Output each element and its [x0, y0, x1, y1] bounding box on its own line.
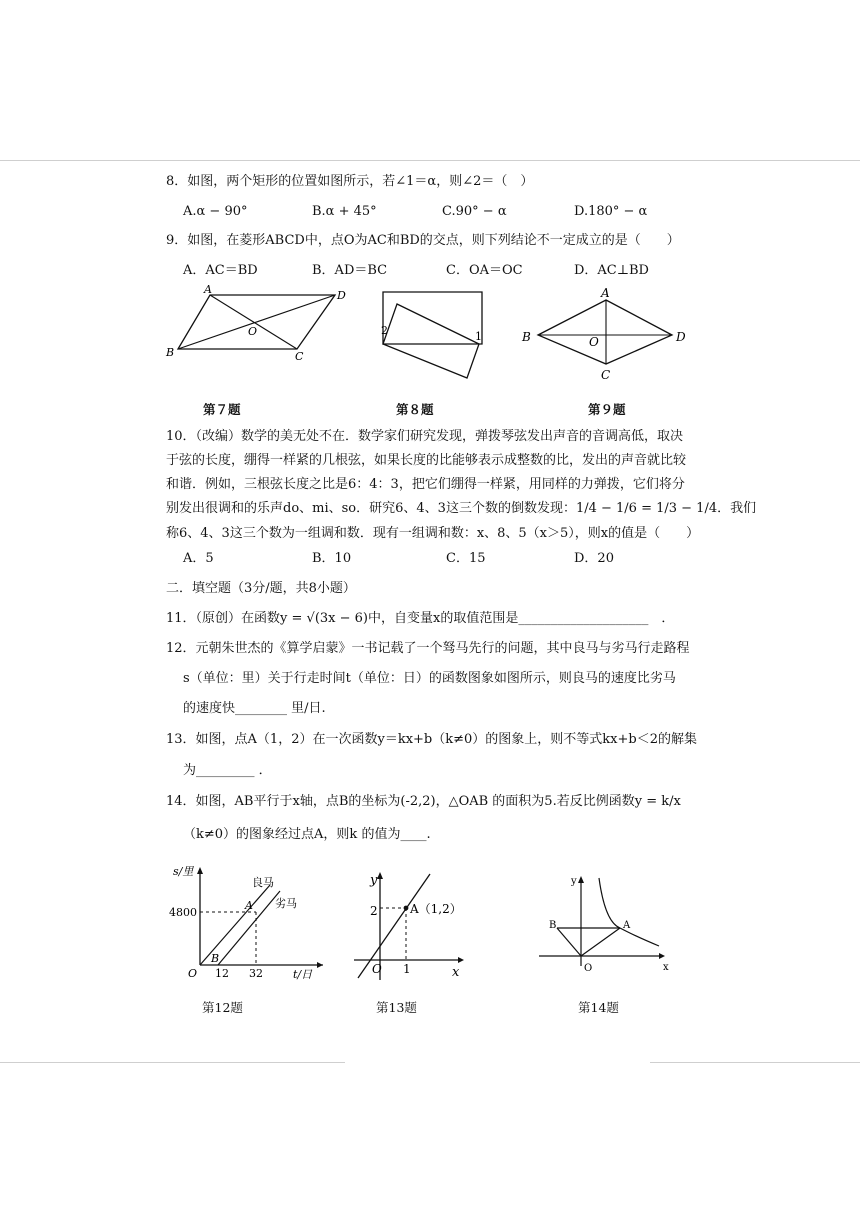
- tick-32: 32: [249, 967, 263, 980]
- label-a: A: [204, 283, 212, 296]
- q10-line-4: 别发出很调和的乐声do、mi、so．研究6、4、3这三个数的倒数发现：1/4 − 1/6 = 1/3 − 1/4．我们: [166, 501, 757, 516]
- label-o: O: [248, 325, 258, 338]
- figure-7-parallelogram: [160, 283, 360, 368]
- figure-9-caption: 第９题: [588, 402, 626, 417]
- figure-13-graph: [350, 860, 475, 985]
- good-horse-label: 良马: [252, 876, 274, 889]
- q8-stem: 8．如图，两个矩形的位置如图所示，若∠1＝α，则∠2＝（ ）: [166, 174, 534, 189]
- q8-option-c: C.90° − α: [442, 204, 507, 219]
- angle-2-label: 2: [381, 324, 388, 337]
- y-axis-arrow: [377, 872, 383, 879]
- q9-option-d: D．AC⊥BD: [574, 263, 649, 278]
- figure-7-caption: 第７题: [203, 402, 241, 417]
- y-label: y: [370, 873, 378, 888]
- point-b-label: B: [549, 920, 557, 931]
- origin-label: O: [584, 963, 593, 974]
- figure-12-caption: 第12题: [202, 1000, 243, 1015]
- s-axis-arrow: [197, 867, 203, 874]
- q9-option-b: B．AD＝BC: [312, 263, 388, 278]
- figure-13-caption: 第13题: [376, 1000, 417, 1015]
- label-d: D: [676, 330, 686, 344]
- rhombus-abcd: [538, 300, 672, 364]
- page-bottom-border: [650, 1062, 860, 1063]
- s-axis-label: s/里: [173, 865, 194, 878]
- x-axis-arrow: [659, 953, 665, 959]
- q9-option-c: C．OA＝OC: [446, 263, 523, 278]
- t-axis-label: t/日: [293, 968, 313, 981]
- segment-oa: [581, 928, 620, 956]
- x-axis-arrow: [458, 957, 464, 963]
- function-line: [358, 874, 430, 978]
- q12-line-1: 12．元朝朱世杰的《算学启蒙》一书记载了一个驽马先行的问题，其中良马与劣马行走路程: [166, 641, 690, 656]
- point-a-label: A（1,2）: [410, 902, 462, 916]
- q13-line-2: 为_________ ．: [183, 763, 272, 778]
- q10-line-1: 10．（改编）数学的美无处不在．数学家们研究发现，弹拨琴弦发出声音的音调高低，取决: [166, 429, 684, 444]
- tick-12: 12: [215, 967, 229, 980]
- figure-9-rhombus: [520, 284, 700, 384]
- q8-option-b: B.α + 45°: [312, 204, 377, 219]
- figure-14-caption: 第14题: [578, 1000, 619, 1015]
- point-b-label: B: [211, 952, 220, 965]
- point-a-dot: [404, 906, 409, 911]
- label-c: C: [601, 368, 611, 382]
- q10-option-c: C．15: [446, 551, 486, 566]
- tick-2: 2: [370, 904, 378, 918]
- q10-line-5: 称6、4、3这三个数为一组调和数．现有一组调和数：x、8、5（x＞5），则x的值是（ ）: [166, 526, 700, 541]
- rectangle-top: [383, 292, 482, 344]
- q9-option-a: A．AC＝BD: [183, 263, 258, 278]
- point-a-label: A: [245, 899, 253, 912]
- q12-line-3: 的速度快________ 里/日.: [183, 701, 326, 716]
- x-label: x: [663, 962, 669, 973]
- label-a: A: [601, 286, 610, 300]
- q9-stem: 9．如图，在菱形ABCD中，点O为AC和BD的交点，则下列结论不一定成立的是（ ）: [166, 233, 680, 248]
- q14-line-2: （k≠0）的图象经过点A，则k 的值为____.: [183, 827, 431, 842]
- section-2-heading: 二．填空题（3分/题，共8小题）: [166, 581, 356, 596]
- page-bottom-border: [0, 1062, 345, 1063]
- label-c: C: [295, 350, 304, 363]
- origin-label: O: [372, 962, 382, 976]
- figure-12-graph: [165, 855, 330, 985]
- value-4800: 4800: [169, 906, 197, 919]
- q10-option-a: A．5: [183, 551, 214, 566]
- t-axis-arrow: [317, 962, 323, 968]
- inverse-curve: [599, 878, 659, 946]
- y-label: y: [571, 876, 577, 887]
- q8-option-d: D.180° − α: [574, 204, 648, 219]
- q10-option-b: B．10: [312, 551, 352, 566]
- q10-line-2: 于弦的长度，绷得一样紧的几根弦，如果长度的比能够表示成整数的比，发出的声音就比较: [166, 453, 687, 468]
- angle-1-label: 1: [475, 330, 482, 343]
- diagonal-bd: [178, 295, 335, 349]
- figure-8-rectangles: [375, 286, 495, 386]
- y-axis-arrow: [578, 876, 584, 883]
- label-b: B: [166, 346, 175, 359]
- figure-8-caption: 第８题: [396, 402, 434, 417]
- label-b: B: [522, 330, 531, 344]
- label-d: D: [337, 289, 346, 302]
- q13-line-1: 13．如图，点A（1，2）在一次函数y＝kx+b（k≠0）的图象上，则不等式kx+b＜2的解集: [166, 732, 697, 747]
- q10-line-3: 和谐．例如，三根弦长度之比是6：4：3，把它们绷得一样紧，用同样的力弹拨，它们将分: [166, 477, 685, 492]
- segment-ob: [557, 928, 581, 956]
- origin-label: O: [188, 967, 198, 980]
- diagonal-ac: [210, 295, 297, 349]
- q12-line-2: s（单位：里）关于行走时间t（单位：日）的函数图象如图所示，则良马的速度比劣马: [183, 671, 676, 686]
- figure-14-graph: [535, 870, 675, 980]
- point-a-label: A: [623, 920, 631, 931]
- tick-1: 1: [403, 962, 411, 976]
- label-o: O: [589, 335, 599, 349]
- q8-option-a: A.α − 90°: [183, 204, 248, 219]
- page-top-border: [0, 160, 860, 161]
- q14-line-1: 14．如图，AB平行于x轴，点B的坐标为(-2,2)，△OAB 的面积为5.若反比例函数y = k/x: [166, 794, 681, 809]
- q11-text: 11．（原创）在函数y = √(3x − 6)中，自变量x的取值范围是____________________ ．: [166, 611, 675, 626]
- rectangle-tilted: [383, 304, 479, 378]
- poor-horse-label: 劣马: [275, 897, 297, 910]
- q10-option-d: D．20: [574, 551, 614, 566]
- x-label: x: [452, 965, 460, 980]
